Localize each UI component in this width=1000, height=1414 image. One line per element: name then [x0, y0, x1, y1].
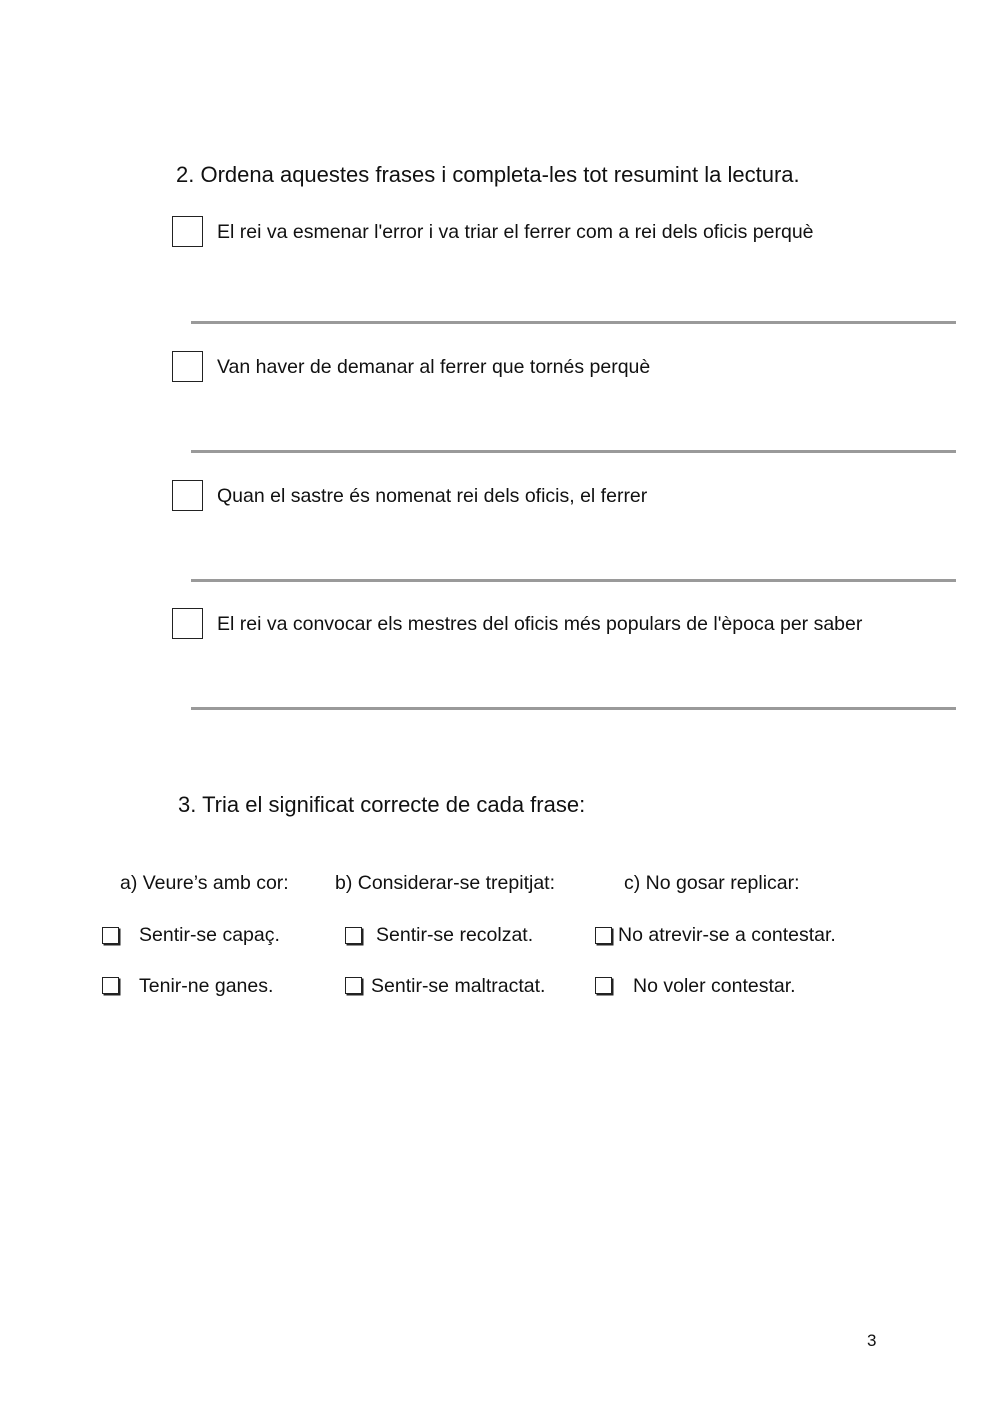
column-c-heading: c) No gosar replicar: [624, 872, 800, 894]
sentence-1-text: El rei va esmenar l'error i va triar el ferrer com a rei dels oficis perquè [217, 221, 814, 243]
sentence-4-text: El rei va convocar els mestres del oficis més populars de l'època per saber [217, 613, 863, 635]
answer-line-3[interactable] [191, 579, 956, 582]
option-c1-label: No atrevir-se a contestar. [618, 924, 836, 946]
order-number-box-4[interactable] [172, 608, 203, 639]
sentence-3-text: Quan el sastre és nomenat rei dels oficis, el ferrer [217, 485, 648, 507]
option-b2-checkbox[interactable] [345, 977, 362, 994]
option-a1-label: Sentir-se capaç. [139, 924, 280, 946]
option-a2-label: Tenir-ne ganes. [139, 975, 274, 997]
order-number-box-1[interactable] [172, 216, 203, 247]
order-number-box-2[interactable] [172, 351, 203, 382]
option-a2-checkbox[interactable] [102, 977, 119, 994]
order-number-box-3[interactable] [172, 480, 203, 511]
column-b-heading: b) Considerar-se trepitjat: [335, 872, 556, 894]
answer-line-1[interactable] [191, 321, 956, 324]
option-b1-label: Sentir-se recolzat. [376, 924, 534, 946]
option-b1-checkbox[interactable] [345, 927, 362, 944]
sentence-2-text: Van haver de demanar al ferrer que tornés perquè [217, 356, 651, 378]
column-a-heading: a) Veure’s amb cor: [120, 872, 289, 894]
answer-line-4[interactable] [191, 707, 956, 710]
exercise-3-title: 3. Tria el significat correcte de cada frase: [178, 792, 586, 817]
answer-line-2[interactable] [191, 450, 956, 453]
option-b2-label: Sentir-se maltractat. [371, 975, 546, 997]
option-c2-checkbox[interactable] [595, 977, 612, 994]
option-c1-checkbox[interactable] [595, 927, 612, 944]
page-number: 3 [867, 1331, 877, 1350]
option-c2-label: No voler contestar. [633, 975, 796, 997]
exercise-2-title: 2. Ordena aquestes frases i completa-les tot resumint la lectura. [176, 162, 800, 187]
option-a1-checkbox[interactable] [102, 927, 119, 944]
